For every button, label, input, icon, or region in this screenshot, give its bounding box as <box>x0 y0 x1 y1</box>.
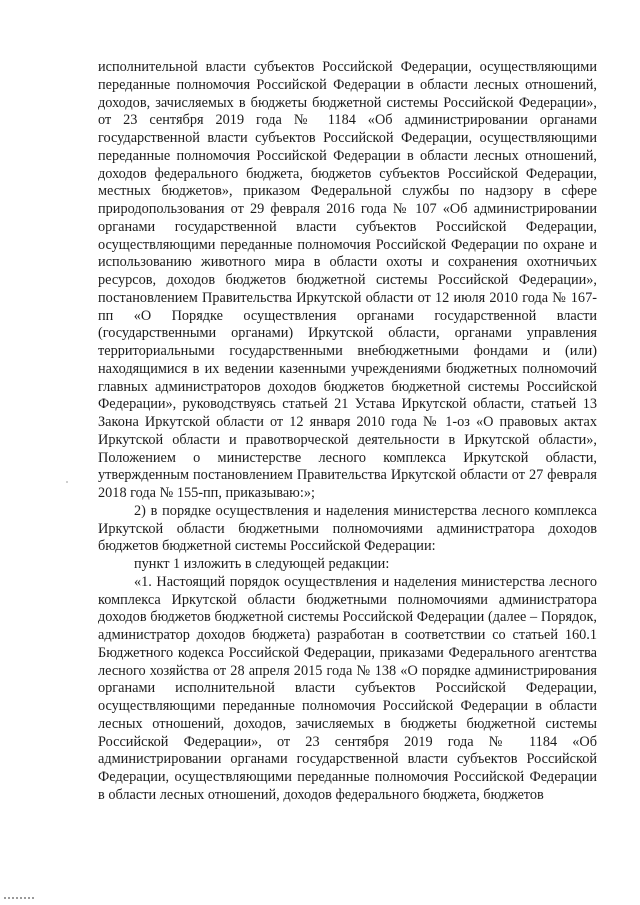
scan-footer-mark <box>4 897 34 899</box>
paragraph-2: 2) в порядке осуществления и наделения министерства лесного комплекса Иркутской области бюджетными полномочиями администратора доходов бюджетов бюджетной системы Российской Федерации: <box>98 502 597 555</box>
paragraph-4: «1. Настоящий порядок осуществления и наделения министерства лесного комплекса Иркутской области бюджетными полномочиями администратора доходов бюджетов бюджетной системы Российской Федерации (далее – Порядок, администратор доходов бюджета) разработан в соответствии со статьей 160.1 Бюджетного кодекса Российской Федерации, приказами Федерального агентства лесного хозяйства от 28 апреля 2015 года № 138 «О порядке администрирования органами исполнительной власти субъектов Российской Федерации, осуществляющими переданные полномочия Российской Федерации в области лесных отношений, доходов, зачисляемых в бюджеты бюджетной системы Российской Федерации», от 23 сентября 2019 года № 1184 «Об администрировании органами государственной власти субъектов Российской Федерации, осуществляющими переданные полномочия Российской Федерации в области лесных отношений, доходов федерального бюджета, бюджетов <box>98 573 597 803</box>
paragraph-3: пункт 1 изложить в следующей редакции: <box>134 556 390 572</box>
paragraph-1: исполнительной власти субъектов Российской Федерации, осуществляющими переданные полномочия Российской Федерации в области лесных отношений, доходов, зачисляемых в бюджеты бюджетной системы Российской Федерации», от 23 сентября 2019 года № 1184 «Об администрировании органами государственной власти субъектов Российской Федерации, осуществляющими переданные полномочия Российской Федерации в области лесных отношений, доходов федерального бюджета, бюджетов субъектов Российской Федерации, местных бюджетов», приказом Федеральной службы по надзору в сфере природопользования от 29 февраля 2016 года № 107 «Об администрировании органами государственной власти субъектов Российской Федерации, осуществляющими переданные полномочия Российской Федерации по охране и использованию животного мира в области охоты и сохранения охотничьих ресурсов, доходов бюджетов бюджетной системы Российской Федерации», постановлением Правительства Иркутской области от 12 июля 2010 года № 167-пп «О Порядке осуществления органами государственной власти (государственными органами) Иркутской области, органами управления территориальными государственными внебюджетными фондами и (или) находящимися в их ведении казенными учреждениями бюджетных полномочий главных администраторов доходов бюджетов бюджетной системы Российской Федерации», руководствуясь статьей 21 Устава Иркутской области, статьей 13 Закона Иркутской области от 12 января 2010 года № 1-оз «О правовых актах Иркутской области и правотворческой деятельности в Иркутской области», Положением о министерстве лесного комплекса Иркутской области, утвержденным постановлением Правительства Иркутской области от 27 февраля 2018 года № 155-пп, приказываю:»; <box>98 59 597 501</box>
scan-speck <box>66 481 68 483</box>
document-body <box>98 59 597 805</box>
